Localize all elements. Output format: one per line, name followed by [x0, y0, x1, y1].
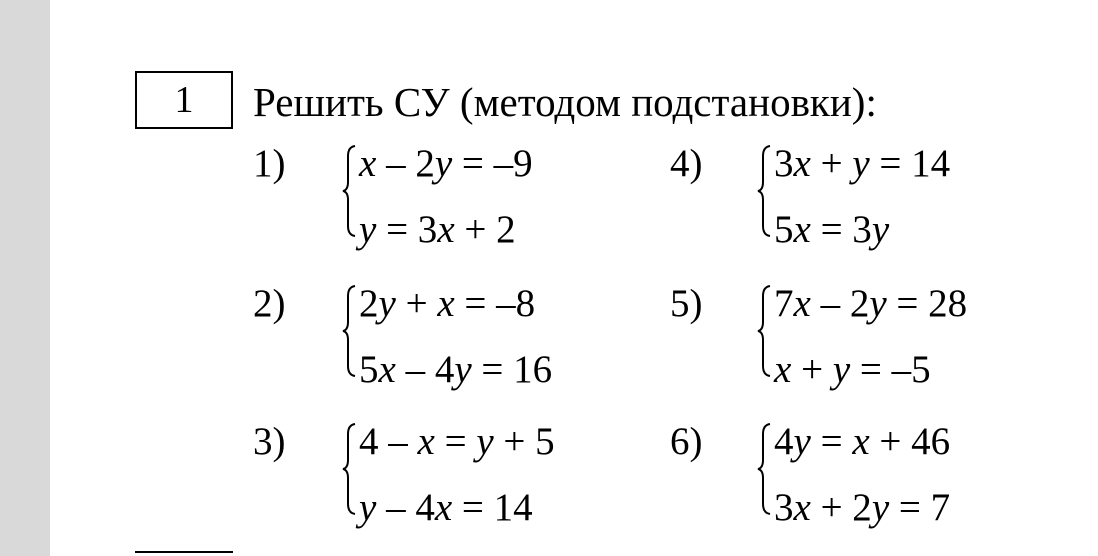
equation-2: y – 4x = 14: [359, 486, 533, 529]
equation-2: 5x – 4y = 16: [359, 348, 553, 391]
system-number: 4): [670, 142, 703, 185]
equation-1: x – 2y = –9: [359, 142, 533, 185]
equation-2: x + y = –5: [774, 348, 931, 391]
equation-1: 4y = x + 46: [774, 420, 951, 463]
equation-2: y = 3x + 2: [359, 208, 516, 251]
system-number: 3): [253, 420, 286, 463]
system-brace: [756, 422, 772, 516]
equation-1: 3x + y = 14: [774, 142, 951, 185]
system-number: 5): [670, 282, 703, 325]
system-brace: [756, 284, 772, 378]
system-number: 1): [253, 142, 286, 185]
system-brace: [756, 144, 772, 238]
next-task-box-edge: [135, 551, 233, 553]
task-title: Решить СУ (методом подстановки):: [253, 79, 877, 125]
system-number: 2): [253, 282, 286, 325]
equation-1: 4 – x = y + 5: [359, 420, 555, 463]
page-gutter: [0, 0, 50, 556]
system-brace: [341, 422, 357, 516]
equation-2: 3x + 2y = 7: [774, 486, 951, 529]
system-brace: [341, 284, 357, 378]
task-number: 1: [174, 79, 194, 121]
task-number-box: [135, 71, 233, 129]
equation-2: 5x = 3y: [774, 208, 890, 251]
equation-1: 2y + x = –8: [359, 282, 536, 325]
system-number: 6): [670, 420, 703, 463]
equation-1: 7x – 2y = 28: [774, 282, 968, 325]
system-brace: [341, 144, 357, 238]
